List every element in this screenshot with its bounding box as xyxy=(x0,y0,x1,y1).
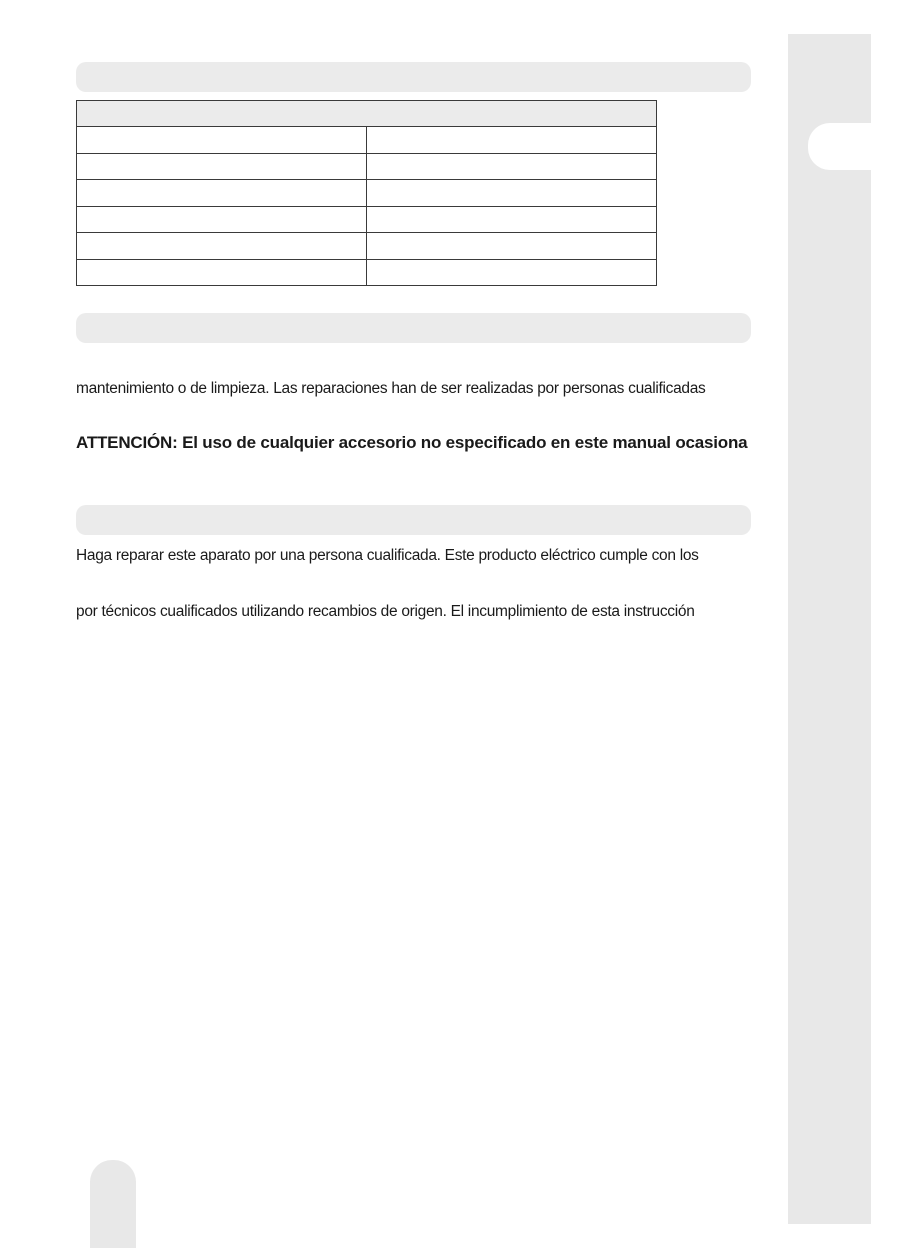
table-row xyxy=(77,127,657,153)
section-header-specs xyxy=(76,62,751,92)
table-cell xyxy=(367,206,657,232)
table-cell xyxy=(367,127,657,153)
page-number-tab xyxy=(90,1160,136,1248)
table-cell xyxy=(77,180,367,206)
section-header-repair xyxy=(76,505,751,535)
table-row xyxy=(77,153,657,179)
maintenance-text-line: mantenimiento o de limpieza. Las reparaciones han de ser realizadas por personas cualificadas xyxy=(76,380,706,397)
side-thumb-band xyxy=(788,34,871,1224)
spec-table xyxy=(76,100,657,286)
table-cell xyxy=(77,127,367,153)
table-row xyxy=(77,259,657,285)
section-header-maintenance xyxy=(76,313,751,343)
table-row xyxy=(77,180,657,206)
table-cell xyxy=(77,206,367,232)
table-cell xyxy=(367,180,657,206)
table-cell xyxy=(77,233,367,259)
table-cell xyxy=(367,259,657,285)
side-language-tab xyxy=(808,123,897,170)
repair-text-line-2: por técnicos cualificados utilizando recambios de origen. El incumplimiento de esta instrucción xyxy=(76,603,695,620)
table-cell xyxy=(77,259,367,285)
table-cell xyxy=(367,233,657,259)
table-header-row xyxy=(77,101,657,127)
table-header-cell xyxy=(77,101,657,127)
table-row xyxy=(77,233,657,259)
repair-text-line-1: Haga reparar este aparato por una persona cualificada. Este producto eléctrico cumple con los xyxy=(76,547,699,564)
table-cell xyxy=(77,153,367,179)
table-cell xyxy=(367,153,657,179)
warning-text: ATTENCIÓN: El uso de cualquier accesorio no especificado en este manual ocasiona xyxy=(76,433,748,452)
table-row xyxy=(77,206,657,232)
